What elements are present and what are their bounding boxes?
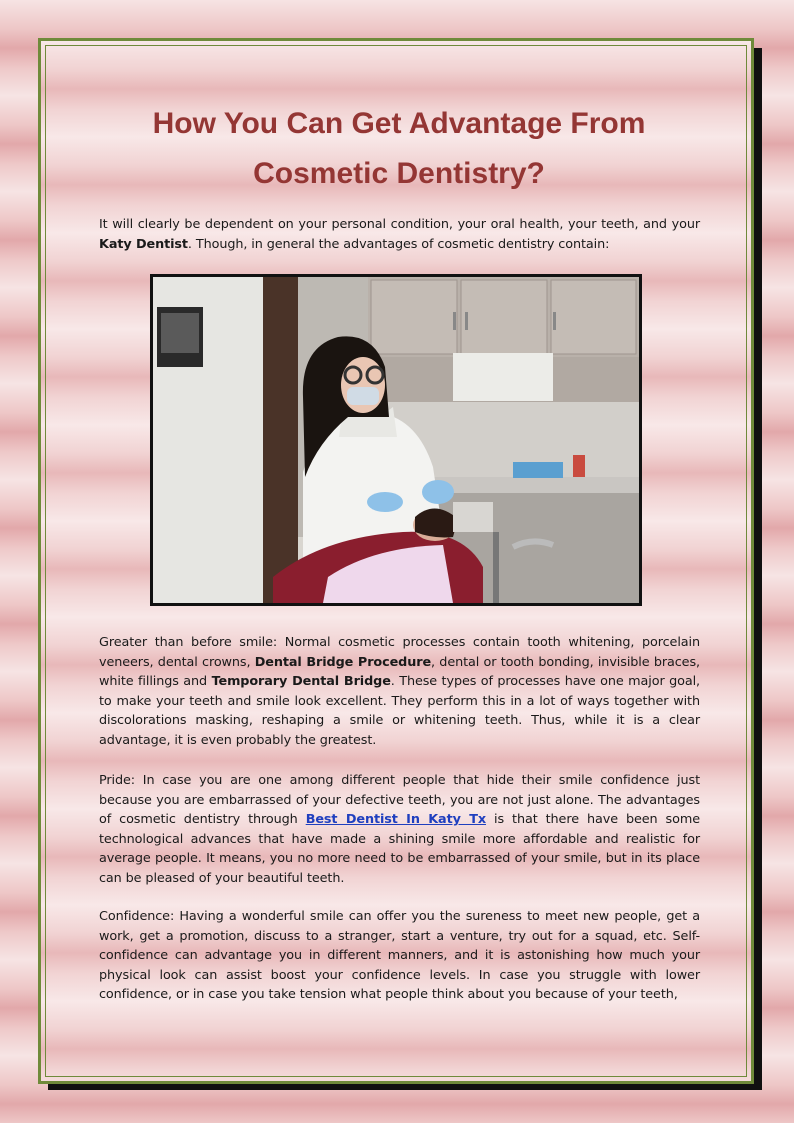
page-title [101,99,697,199]
katy-dentist-bold: Katy Dentist [99,236,188,252]
title-line-2: Cosmetic Dentistry? [253,157,545,190]
intro-text-1: It will clearly be dependent on your personal condition, your oral health, your teeth, and your [99,217,700,232]
p1-text-3: . These types of processes have one major goal, to make your teeth and smile look excellent. They perform this in a lot of ways together with discolorations masking, reshaping a smile or whitening teeth. Thus, while it is a clear advantage, it is even probably the greatest. [99,674,701,748]
p2-text-1: Pride: In case you are one among different people that hide their smile confidence just because you are embarrassed of your defective teeth, you are not just alone. The advantages of cosmetic dentistry through [99,773,700,827]
dentist-photo-frame [150,274,642,606]
paragraph-smile [99,633,700,750]
intro-paragraph [99,215,700,254]
intro-text-2: . Though, in general the advantages of cosmetic dentistry contain: [187,236,610,252]
best-dentist-link[interactable]: Best Dentist In Katy Tx [305,812,487,827]
document-page [38,38,754,1084]
title-line-1: How You Can Get Advantage From [152,107,646,140]
paragraph-pride [99,771,700,888]
p2-text-2: is that there have been some technological advances that have made a shining smile more affordable and realistic for average people. It means, you no more need to be embarrassed of your smile, but in its place can be pleased of your beautiful teeth. [99,812,700,886]
paragraph-confidence: Confidence: Having a wonderful smile can offer you the sureness to meet new people, get a work, get a promotion, discuss to a stranger, start a venture, try out for a squad, etc. Self-confidence can advantage you in different manners, and it is astonishing how much your physical look can assist boost your confidence levels. In case you struggle with lower confidence, or in case you take tension what people think about you because of your teeth, [99,909,700,1002]
dental-bridge-bold: Dental Bridge Procedure [254,654,432,670]
dentist-photo [153,277,639,603]
p1-text-1: Greater than before smile: Normal cosmetic processes contain tooth whitening, porcelain veneers, dental crowns, [99,635,700,670]
temporary-bridge-bold: Temporary Dental Bridge [211,674,391,689]
p1-text-2: , dental or tooth bonding, invisible braces, white fillings and [99,654,700,689]
